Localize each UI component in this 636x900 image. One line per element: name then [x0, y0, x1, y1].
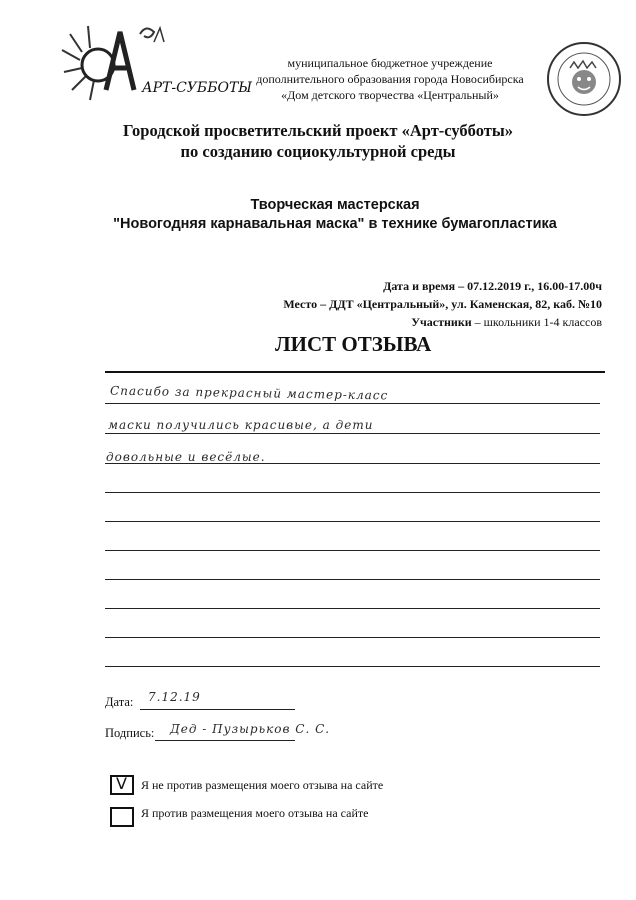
feedback-text-line: маски получились красивые, а дети — [108, 418, 374, 432]
art-subboty-logo — [60, 20, 253, 105]
check-mark-icon: V — [116, 774, 127, 793]
feedback-rule — [105, 550, 600, 551]
place-row — [283, 295, 602, 313]
sun-rays-icon — [62, 26, 94, 100]
org-line-1: муниципальное бюджетное учреждение — [287, 56, 493, 70]
project-line-1: Городской просветительский проект «Арт-субботы» — [123, 121, 513, 140]
datetime-label: Дата и время — [383, 279, 456, 293]
workshop-title — [40, 196, 630, 234]
org-line-3: «Дом детского творчества «Центральный» — [281, 88, 499, 102]
organization-header — [230, 55, 550, 103]
signature-underline — [155, 740, 295, 741]
logo-text: АРТ-СУББОТЫ — [142, 80, 253, 96]
project-title — [40, 120, 596, 162]
feedback-rule — [105, 521, 600, 522]
signature-value: Дед - Пузырьков С. С. — [170, 722, 331, 736]
datetime-row — [283, 277, 602, 295]
feedback-rule — [105, 433, 600, 434]
feedback-rule — [105, 637, 600, 638]
participants-value: – школьники 1-4 классов — [471, 315, 602, 329]
participants-label: Участники — [411, 315, 472, 329]
sheet-title: ЛИСТ ОТЗЫВА — [275, 332, 432, 356]
place-value: – ДДТ «Центральный», ул. Каменская, 82, каб. №10 — [317, 297, 602, 311]
feedback-rule — [105, 666, 600, 667]
feedback-text-line: Спасибо за прекрасный мастер-класс — [109, 383, 389, 403]
signature-label: Подпись: — [105, 726, 155, 740]
place-label: Место — [283, 297, 318, 311]
feedback-rule — [105, 608, 600, 609]
project-line-2: по созданию социокультурной среды — [180, 142, 456, 161]
consent-allow-label: Я не против размещения моего отзыва на сайте — [141, 778, 384, 792]
event-details — [283, 277, 602, 331]
ddt-centralny-emblem — [545, 40, 623, 118]
org-line-2: дополнительного образования города Новосибирска — [256, 72, 524, 86]
consent-allow-checkbox[interactable] — [110, 775, 134, 795]
feedback-rule — [105, 492, 600, 493]
date-underline — [140, 709, 295, 710]
title-divider — [105, 371, 605, 373]
datetime-value: – 07.12.2019 г., 16.00-17.00ч — [455, 279, 602, 293]
date-label: Дата: — [105, 695, 134, 709]
workshop-line-2: "Новогодняя карнавальная маска" в технике бумагопластика — [113, 216, 557, 232]
consent-deny-checkbox[interactable] — [110, 807, 134, 827]
workshop-line-1: Творческая мастерская — [250, 197, 420, 213]
feedback-rule — [105, 579, 600, 580]
consent-deny-label: Я против размещения моего отзыва на сайте — [141, 806, 369, 820]
feedback-rule — [105, 403, 600, 404]
date-value: 7.12.19 — [148, 690, 201, 704]
participants-row — [283, 313, 602, 331]
feedback-text-line: довольные и весёлые. — [106, 450, 266, 464]
